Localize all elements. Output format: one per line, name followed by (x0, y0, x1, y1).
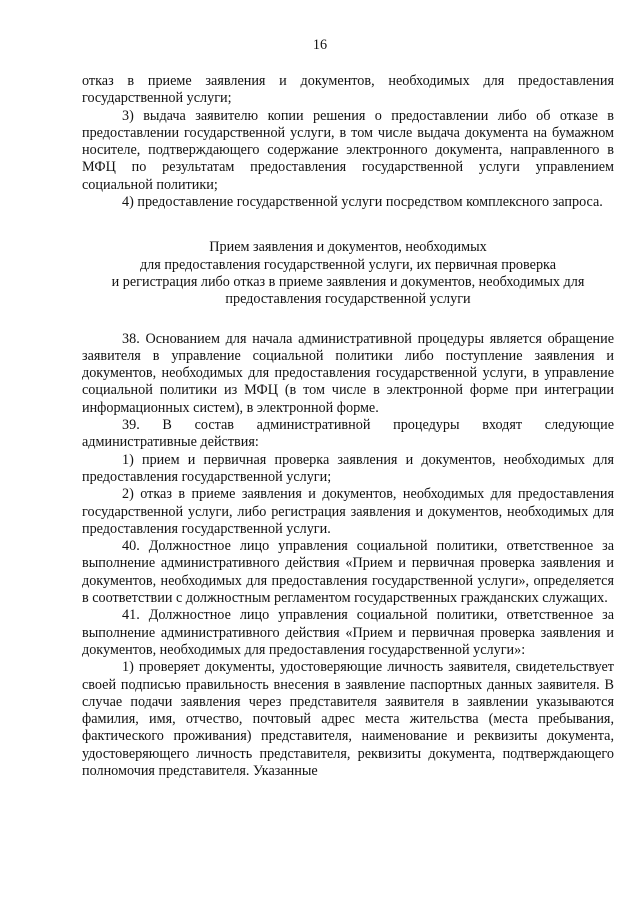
heading-line: предоставления государственной услуги (225, 291, 471, 308)
paragraph-39: 39. В состав административной процедуры входят следующие административные действия: (82, 417, 614, 451)
section-heading (82, 239, 614, 308)
heading-line: Прием заявления и документов, необходимых (209, 239, 487, 256)
document-body (82, 73, 614, 780)
paragraph-41: 41. Должностное лицо управления социальной политики, ответственное за выполнение административного действия «Прием и первичная проверка заявления и документов, необходимых для предоставления государственной услуги»: (82, 607, 614, 658)
paragraph-39-item-2: 2) отказ в приеме заявления и документов, необходимых для предоставления государственной услуги, либо регистрация заявления и документов, необходимых для предоставления государственной услуги. (82, 486, 614, 537)
paragraph-41-item-1: 1) проверяет документы, удостоверяющие личность заявителя, свидетельствует своей подписью правильность внесения в заявление паспортных данных заявителя. В случае подачи заявления через представителя заявителя в заявлении указываются фамилия, имя, отчество, почтовый адрес места жительства (места пребывания, фактического проживания) представителя, наименование и реквизиты документа, удостоверяющего личность представителя, реквизиты документа, подтверждающего полномочия представителя. Указанные (82, 659, 614, 779)
list-item-4: 4) предоставление государственной услуги посредством комплексного запроса. (122, 194, 603, 211)
page-number: 16 (312, 37, 328, 53)
paragraph-40: 40. Должностное лицо управления социальной политики, ответственное за выполнение административного действия «Прием и первичная проверка заявления и документов, необходимых для предоставления государственной услуги», определяется в соответствии с должностным регламентом государственных гражданских служащих. (82, 538, 614, 607)
paragraph-38: 38. Основанием для начала административной процедуры является обращение заявителя в управление социальной политики либо поступление заявления и документов, необходимых для предоставления государственной услуги, в управление социальной политики из МФЦ (в том числе в электронной форме при интеграции информационных систем), в электронной форме. (82, 330, 614, 416)
paragraph-39-item-1: 1) прием и первичная проверка заявления и документов, необходимых для предоставления государственной услуги; (82, 451, 614, 485)
list-item-3: 3) выдача заявителю копии решения о предоставлении либо об отказе в предоставлении государственной услуги, в том числе выдача документа на бумажном носителе, подтверждающего содержание электронного документа, направленного в МФЦ по результатам предоставления государственной услуги управлением социальной политики; (82, 107, 614, 193)
heading-line: и регистрация либо отказ в приеме заявления и документов, необходимых для (111, 273, 585, 290)
heading-line: для предоставления государственной услуги, их первичная проверка (139, 256, 557, 273)
paragraph-intro-continuation: отказ в приеме заявления и документов, необходимых для предоставления государственной услуги; (82, 73, 614, 107)
